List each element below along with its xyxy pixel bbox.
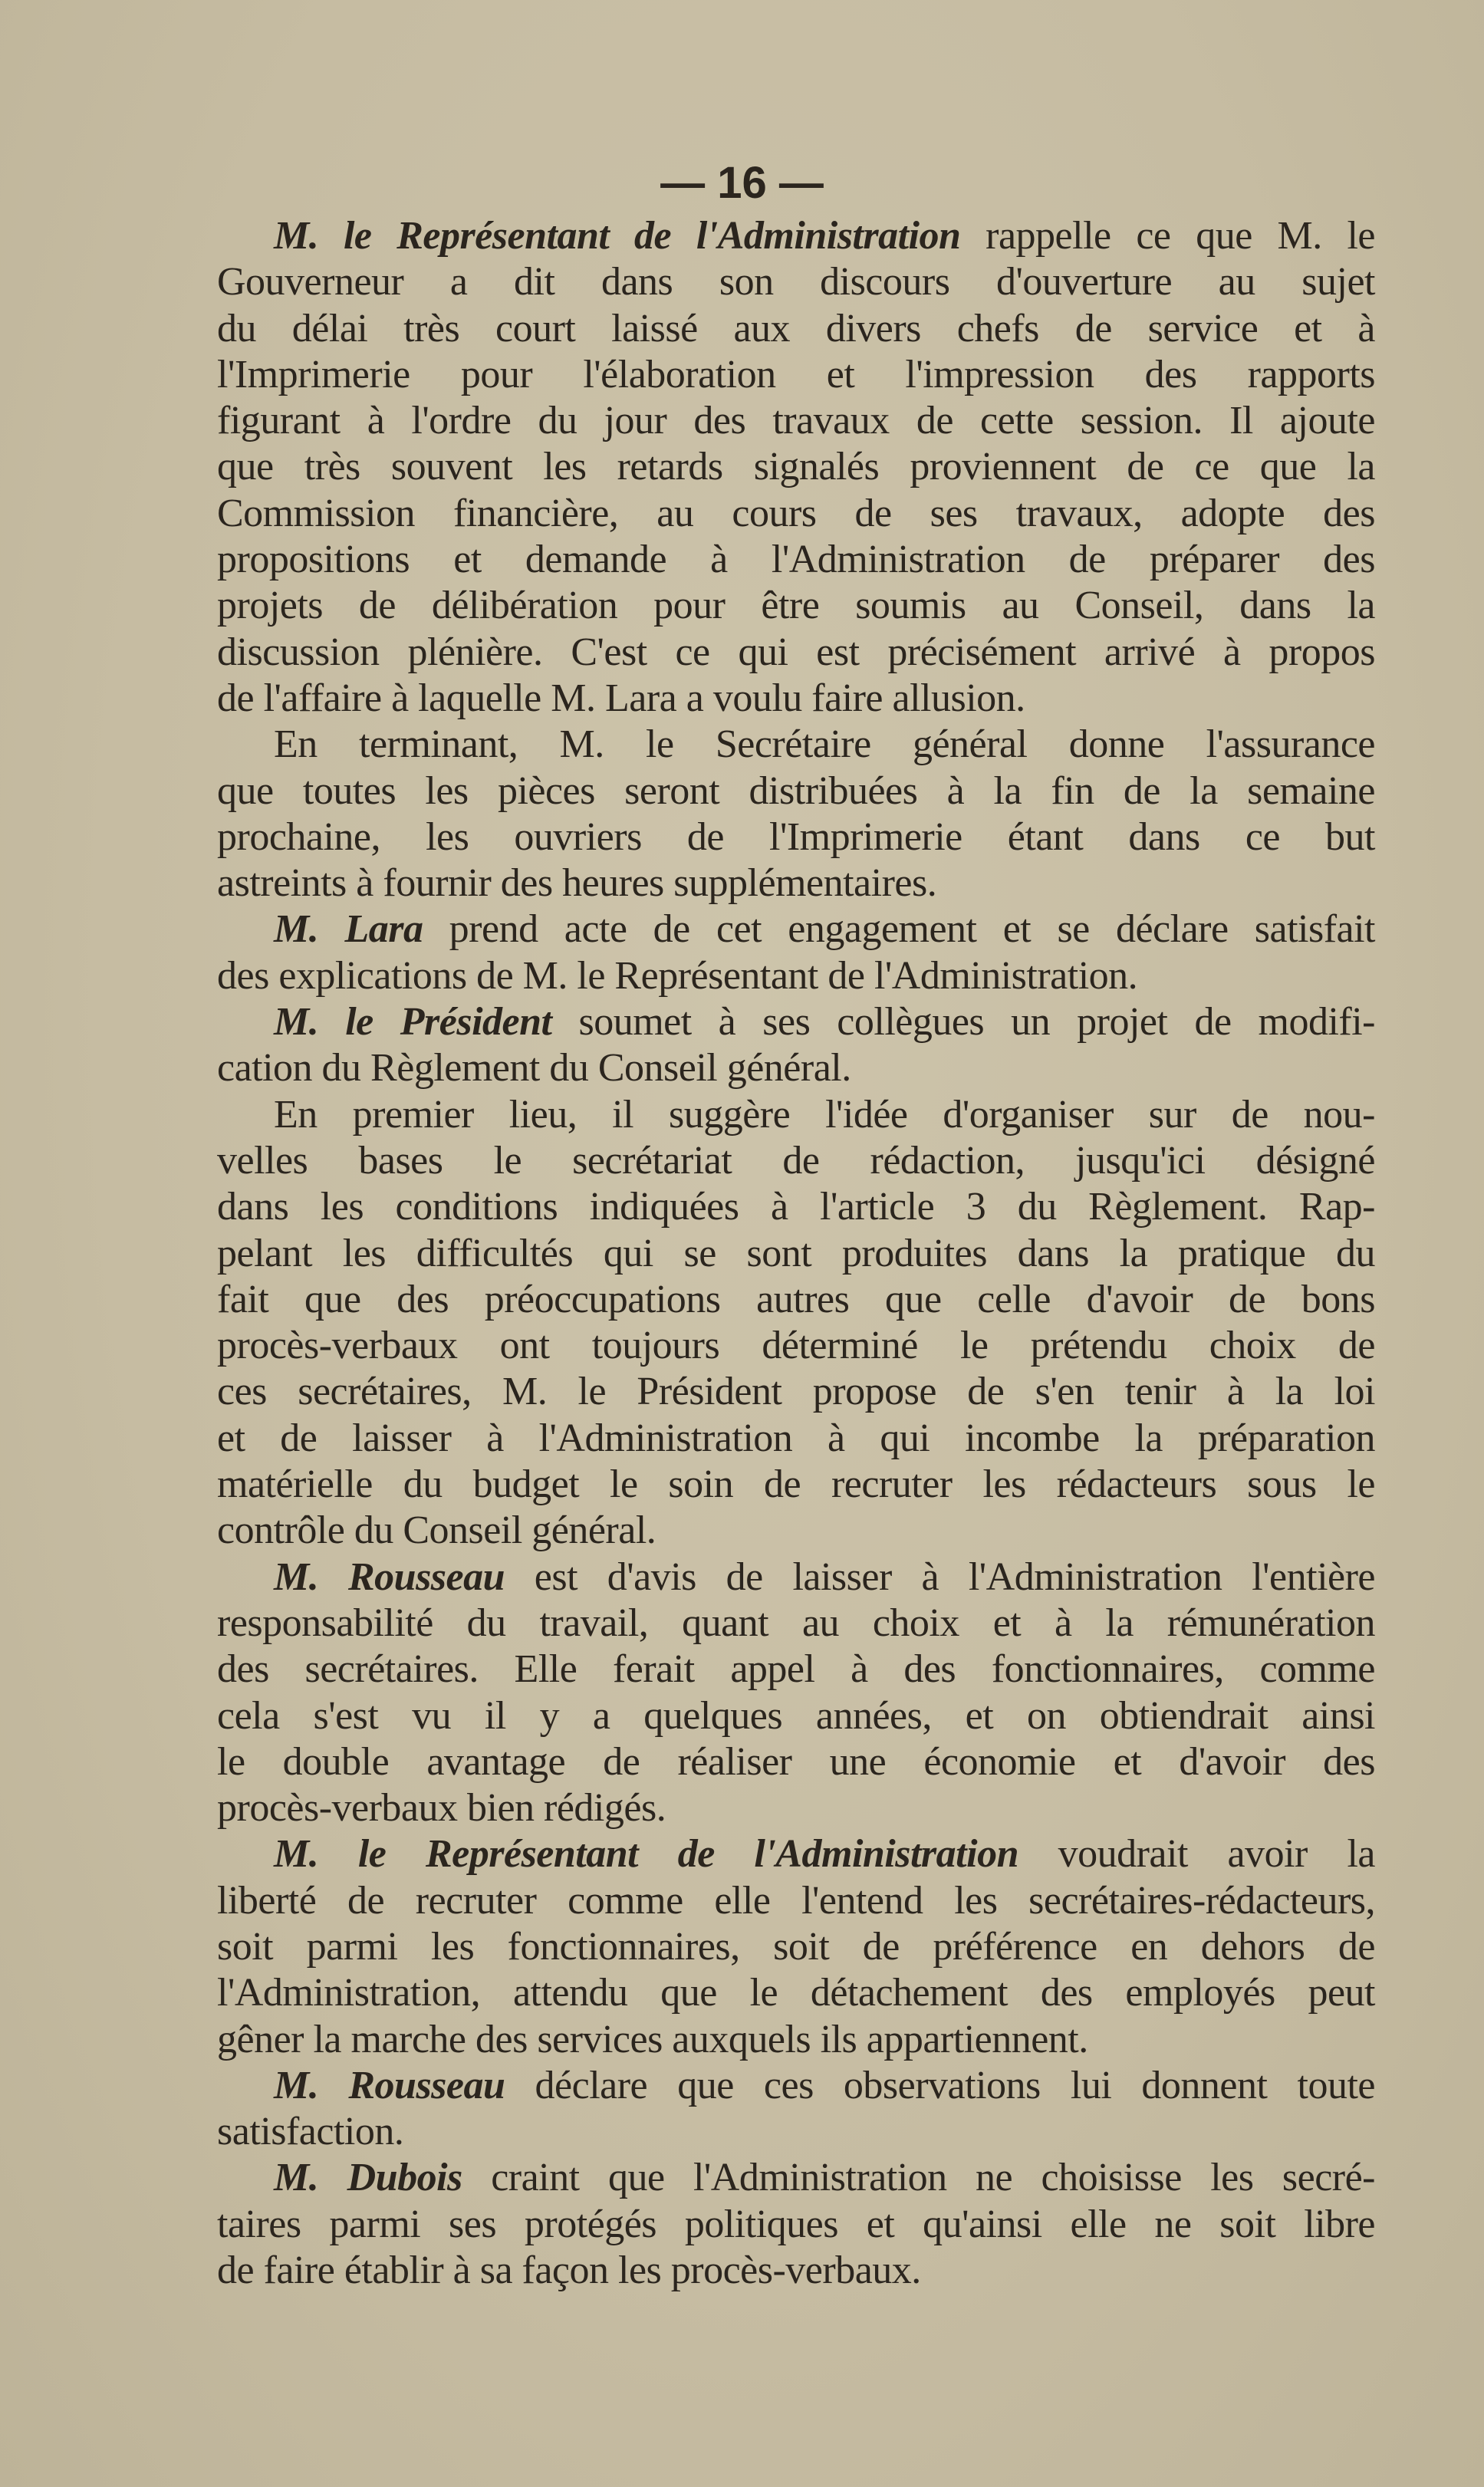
speaker-name: M. Dubois (274, 2156, 462, 2200)
text-line (217, 676, 1375, 722)
paragraph (217, 1831, 1375, 2062)
line-text: liberté de recruter comme elle l'entend les secrétaires-rédacteurs, (217, 1878, 1375, 1923)
text-line (217, 1092, 1375, 1138)
line-text: prend acte de cet engagement et se déclare satisfait (449, 907, 1375, 952)
text-line (217, 768, 1375, 814)
paragraph (217, 2155, 1375, 2294)
line-text: et de laisser à l'Administration à qui incombe la préparation (217, 1416, 1375, 1460)
line-text: ces secrétaires, M. le Président propose de s'en tenir à la loi (217, 1370, 1375, 1414)
line-text: figurant à l'ordre du jour des travaux de cette session. Il ajoute (217, 399, 1375, 443)
text-line (217, 814, 1375, 860)
text-line (217, 1462, 1375, 1508)
text-line (217, 352, 1375, 398)
speaker-name: M. le Président (274, 1000, 552, 1044)
line-text: l'Administration, attendu que le détachement des employés peut (217, 1971, 1375, 2015)
line-text: procès-verbaux bien rédigés. (217, 1786, 666, 1831)
line-text: soit parmi les fonctionnaires, soit de préférence en dehors de (217, 1924, 1375, 1969)
text-line (217, 491, 1375, 537)
paragraph (217, 2063, 1375, 2156)
line-text: discussion plénière. C'est ce qui est précisément arrivé à propos (217, 630, 1375, 674)
text-line (217, 1554, 1375, 1600)
line-text: velles bases le secrétariat de rédaction, jusqu'ici désigné (217, 1138, 1375, 1183)
text-line (217, 1693, 1375, 1739)
text-line (217, 1045, 1375, 1091)
text-line (217, 953, 1375, 999)
speaker-name: M. le Représentant de l'Administration (274, 1832, 1018, 1877)
line-text: En terminant, M. le Secrétaire général donne l'assurance (274, 722, 1375, 767)
line-text: voudrait avoir la (1058, 1832, 1375, 1877)
text-line (217, 583, 1375, 629)
text-line (217, 259, 1375, 305)
speaker-name: M. Rousseau (274, 2063, 505, 2107)
line-text: des explications de M. le Représentant de l'Administration. (217, 953, 1138, 998)
text-line (217, 1739, 1375, 1785)
line-text: Commission financière, au cours de ses travaux, adopte des (217, 491, 1375, 535)
line-text: cation du Règlement du Conseil général. (217, 1046, 851, 1091)
line-text: est d'avis de laisser à l'Administration l'entière (534, 1554, 1376, 1599)
text-line (217, 1831, 1375, 1877)
speaker-name: M. le Représentant de l'Administration (274, 214, 961, 258)
line-text: astreints à fournir des heures supplémentaires. (217, 861, 937, 906)
line-text: fait que des préoccupations autres que celle d'avoir de bons (217, 1277, 1375, 1321)
text-line (217, 2063, 1375, 2109)
line-text: projets de délibération pour être soumis au Conseil, dans la (217, 584, 1375, 628)
line-text: l'Imprimerie pour l'élaboration et l'impression des rapports (217, 352, 1375, 396)
text-line (217, 2017, 1375, 2063)
text-line (217, 444, 1375, 490)
line-text: propositions et demande à l'Administration de préparer des (217, 538, 1375, 582)
text-line (217, 999, 1375, 1045)
paragraph (217, 906, 1375, 999)
line-text: matérielle du budget le soin de recruter les rédacteurs sous le (217, 1462, 1375, 1507)
text-line (217, 2109, 1375, 2155)
line-text: gêner la marche des services auxquels ils appartiennent. (217, 2017, 1088, 2061)
line-text: craint que l'Administration ne choisisse les secré- (491, 2156, 1375, 2200)
line-text: le double avantage de réaliser une économie et d'avoir des (217, 1739, 1375, 1784)
line-text: En premier lieu, il suggère l'idée d'organiser sur de nou- (274, 1092, 1375, 1137)
text-line (217, 1600, 1375, 1646)
text-line (217, 860, 1375, 906)
page-number: — 16 — (660, 158, 824, 208)
text-line (217, 1184, 1375, 1230)
line-text: que toutes les pièces seront distribuées à la fin de la semaine (217, 768, 1375, 813)
line-text: dans les conditions indiquées à l'article 3 du Règlement. Rap- (217, 1185, 1375, 1229)
line-text: responsabilité du travail, quant au choix et à la rémunération (217, 1600, 1375, 1645)
text-line (217, 1323, 1375, 1369)
line-text: soumet à ses collègues un projet de modifi- (578, 1000, 1375, 1044)
text-line (217, 630, 1375, 676)
text-line (217, 1970, 1375, 2016)
speaker-name: M. Rousseau (274, 1554, 505, 1599)
text-line (217, 2155, 1375, 2201)
text-line (217, 1508, 1375, 1554)
line-text: satisfaction. (217, 2110, 404, 2154)
text-line (217, 722, 1375, 768)
line-text: déclare que ces observations lui donnent toute (535, 2063, 1375, 2107)
speaker-name: M. Lara (274, 907, 423, 952)
line-text: de l'affaire à laquelle M. Lara a voulu faire allusion. (217, 676, 1025, 720)
text-line (217, 1231, 1375, 1277)
line-text: Gouverneur a dit dans son discours d'ouverture au sujet (217, 260, 1375, 304)
paragraph (217, 999, 1375, 1092)
document-body (217, 213, 1375, 2294)
line-text: pelant les difficultés qui se sont produites dans la pratique du (217, 1231, 1375, 1275)
text-line (217, 1277, 1375, 1323)
line-text: des secrétaires. Elle ferait appel à des fonctionnaires, comme (217, 1647, 1375, 1692)
line-text: rappelle ce que M. le (985, 214, 1375, 258)
line-text: cela s'est vu il y a quelques années, et on obtiendrait ainsi (217, 1693, 1375, 1738)
paragraph (217, 722, 1375, 906)
text-line (217, 1138, 1375, 1184)
line-text: contrôle du Conseil général. (217, 1508, 656, 1553)
line-text: que très souvent les retards signalés proviennent de ce que la (217, 445, 1375, 489)
text-line (217, 1369, 1375, 1415)
line-text: du délai très court laissé aux divers chefs de service et à (217, 306, 1375, 350)
text-line (217, 2202, 1375, 2248)
paragraph (217, 1554, 1375, 1832)
line-text: taires parmi ses protégés politiques et qu'ainsi elle ne soit libre (217, 2202, 1375, 2246)
text-line (217, 1785, 1375, 1831)
line-text: de faire établir à sa façon les procès-verbaux. (217, 2248, 921, 2293)
line-text: procès-verbaux ont toujours déterminé le prétendu choix de (217, 1324, 1375, 1368)
text-line (217, 1924, 1375, 1970)
text-line (217, 398, 1375, 444)
line-text: prochaine, les ouvriers de l'Imprimerie étant dans ce but (217, 814, 1375, 859)
text-line (217, 1646, 1375, 1693)
text-line (217, 1878, 1375, 1924)
text-line (217, 537, 1375, 583)
text-line (217, 213, 1375, 259)
text-line (217, 906, 1375, 952)
paragraph (217, 1092, 1375, 1554)
text-line (217, 2248, 1375, 2294)
paragraph (217, 213, 1375, 722)
text-line (217, 306, 1375, 352)
text-line (217, 1416, 1375, 1462)
